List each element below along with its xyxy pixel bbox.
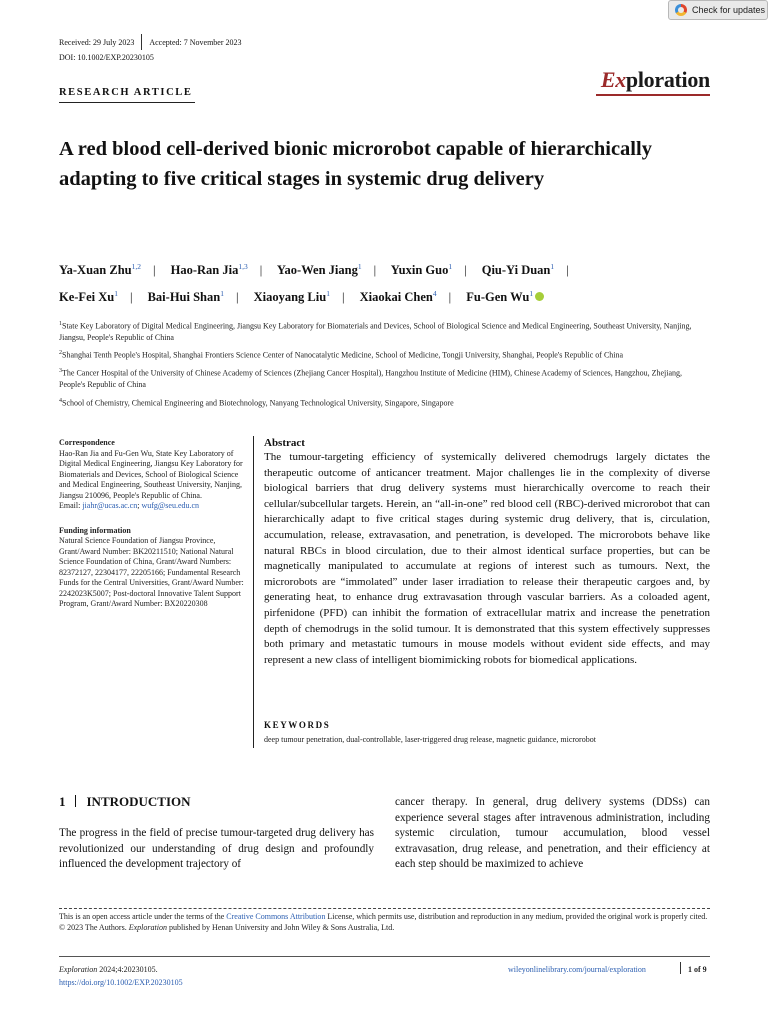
article-type: RESEARCH ARTICLE (59, 87, 193, 98)
license-note: This is an open access article under the terms of the Creative Commons Attribution License, which permits use, distribution and reproduction in any medium, provided the original work is properly cited. © 2023 The Authors. Exploration published by Henan University and John Wiley & Sons Australia, Ltd. (59, 912, 710, 933)
affiliation: $^4$School of Chemistry, Chemical Engineering and Biotechnology, Nanyang Technological University, Singapore, Singapore (59, 398, 454, 408)
license-divider (59, 908, 710, 909)
intro-paragraph-left: The progress in the field of precise tumour-targeted drug delivery has revolutionized our understanding of drug design and profoundly influenced the development trajectory of (59, 827, 374, 871)
received-date: Received: 29 July 2023 (59, 38, 135, 47)
sidebar-info (59, 438, 249, 610)
journal-logo-ex: Ex (600, 67, 626, 92)
journal-site-link[interactable]: wileyonlinelibrary.com/journal/exploration (508, 965, 646, 974)
divider (141, 34, 142, 50)
footer-divider (680, 962, 681, 974)
author-separator: | (235, 290, 239, 305)
cc-license-link[interactable]: Creative Commons Attribution (226, 912, 326, 921)
affiliation: $^3$The Cancer Hospital of the University of Chinese Academy of Sciences (Zhejiang Cancer Hospital), Hangzhou Institute of Medicine (HIM), Chinese Academy of Sciences, Hangzhou, Zhejiang, People's Republic of China (59, 368, 683, 389)
author[interactable]: Qiu-Yi Duan$^1$ (481, 262, 555, 278)
accepted-date: Accepted: 7 November 2023 (149, 38, 242, 47)
funding-text: Natural Science Foundation of Jiangsu Province, Grant/Award Number: BK20211510; National Natural Science Foundation of China, Grant/Award Numbers: 82372127, 22304177, 22205166; Fundamental Research Funds for the Central Universities, Grant/Award Number: 2242023K5007; Post-doctoral Innovative Talent Support Program, Grant/Award Number: BX20220308 (59, 536, 244, 608)
journal-logo-underline (596, 94, 710, 96)
author[interactable]: Yuxin Guo$^1$ (390, 262, 453, 278)
author-separator: | (566, 263, 569, 278)
funding-heading: Funding information (59, 525, 131, 535)
intro-paragraph-right: cancer therapy. In general, drug delivery systems (DDSs) can experience several stages after intravenous administration, including systemic circulation, tumour accumulation, blood vessel extravasation, drug release, and penetration, and their efficiency at each step should be maximized to achieve (395, 796, 710, 871)
section-heading: 1 INTRODUCTION (59, 794, 191, 809)
author-separator: | (341, 290, 345, 305)
author-separator: | (448, 290, 452, 305)
affiliation: $^2$Shanghai Tenth People's Hospital, Shanghai Frontiers Science Center of Nanocatalytic Medicine, School of Medicine, Tongji University, Shanghai, People's Republic of China (59, 350, 624, 360)
author[interactable]: Bai-Hui Shan$^1$ (147, 289, 224, 305)
orcid-icon[interactable] (535, 292, 544, 301)
journal-citation: Exploration 2024;4:20230105. (59, 965, 158, 974)
email-link[interactable]: wufg@seu.edu.cn (141, 501, 200, 510)
footer-rule (59, 956, 710, 957)
correspondence-text: Hao-Ran Jia and Fu-Gen Wu, State Key Laboratory of Digital Medical Engineering, Jiangsu Key Laboratory for Biomaterials and Devices, School of Biological Science and Medical Engineering, Southeast University, Nanjing, Jiangsu 210096, People's Republic of China. (59, 448, 243, 500)
author[interactable]: Ya-Xuan Zhu$^{1,2}$ (59, 262, 141, 278)
author[interactable]: Hao-Ran Jia$^{1,3}$ (170, 262, 248, 278)
article-doi: DOI: 10.1002/EXP.20230105 (59, 53, 154, 62)
journal-logo (601, 67, 710, 93)
correspondence-email: Email: jiahr@ucas.ac.cn; wufg@seu.edu.cn (59, 501, 200, 510)
article-dates (59, 34, 242, 50)
author-separator: | (259, 263, 263, 278)
author-separator: | (152, 263, 156, 278)
check-for-updates-button[interactable] (668, 0, 768, 20)
journal-logo-rest: ploration (625, 67, 710, 92)
correspondence-heading: Correspondence (59, 438, 115, 447)
copyright: © 2023 The Authors. Exploration published by Henan University and John Wiley & Sons Australia, Ltd. (59, 922, 395, 932)
doi-link[interactable]: https://doi.org/10.1002/EXP.20230105 (59, 978, 183, 987)
email-link[interactable]: jiahr@ucas.ac.cn (82, 501, 138, 510)
author[interactable]: Fu-Gen Wu$^1$ (466, 289, 534, 305)
author-separator: | (464, 263, 467, 278)
keywords-text: deep tumour penetration, dual-controllable, laser-triggered drug release, magnetic guidance, microrobot (264, 735, 596, 744)
check-for-updates-label: Check for updates (692, 5, 766, 15)
article-type-rule (59, 102, 195, 103)
author[interactable]: Xiaoyang Liu$^1$ (253, 289, 330, 305)
author[interactable]: Xiaokai Chen$^4$ (359, 289, 437, 305)
abstract (264, 436, 710, 668)
crossmark-icon (675, 4, 687, 16)
keywords-heading: KEYWORDS (264, 720, 331, 730)
abstract-body: The tumour-targeting efficiency of systemically delivered chemodrugs largely dictates the therapeutic outcome of anticancer treatment. Major challenges lie in the complexity of diverse biological barriers that drug delivery systems must hierarchically overcome to reach their cellular/subcellular targets. Herein, an “all-in-one” red blood cell (RBC)-derived microrobot that can hierarchically adapt to five critical stages during systemic drug delivery, that is, circulation, accumulation, release, extravasation, and penetration, is developed. The microrobots behave like natural RBCs in blood circulation, due to their almost identical surface properties, but can be magnetically manipulated to accumulate at regions of interest such as tumours. Next, the microrobots are “immolated” under laser irradiation to release their therapeutic cargoes and, by generating heat, to enhance drug extravasation through vascular barriers. As a coloaded agent, pirfenidone (PFD) can inhibit the formation of extracellular matrix and increase the penetration depth of chemodrugs in the solid tumour. It is demonstrated that this system effectively suppresses both primary and metastatic tumours in mouse models without evident side effects, and may represent a new class of intelligent biomimicking robots for biomedical applications. (264, 451, 710, 666)
abstract-rule (253, 436, 254, 748)
author-separator: | (373, 263, 377, 278)
page-number: 1 of 9 (688, 965, 707, 974)
author[interactable]: Ke-Fei Xu$^1$ (59, 289, 118, 305)
author-separator: | (129, 290, 133, 305)
article-title: A red blood cell-derived bionic microrobot capable of hierarchically adapting to five critical stages in systemic drug delivery (59, 138, 652, 190)
abstract-heading: Abstract (264, 437, 305, 449)
author-list (59, 255, 719, 309)
author[interactable]: Yao-Wen Jiang$^1$ (276, 262, 362, 278)
affiliation: $^1$State Key Laboratory of Digital Medical Engineering, Jiangsu Key Laboratory for Biomaterials and Devices, School of Biological Science and Medical Engineering, Southeast University, Nanjing, Jiangsu, People's Republic of China (59, 321, 692, 342)
